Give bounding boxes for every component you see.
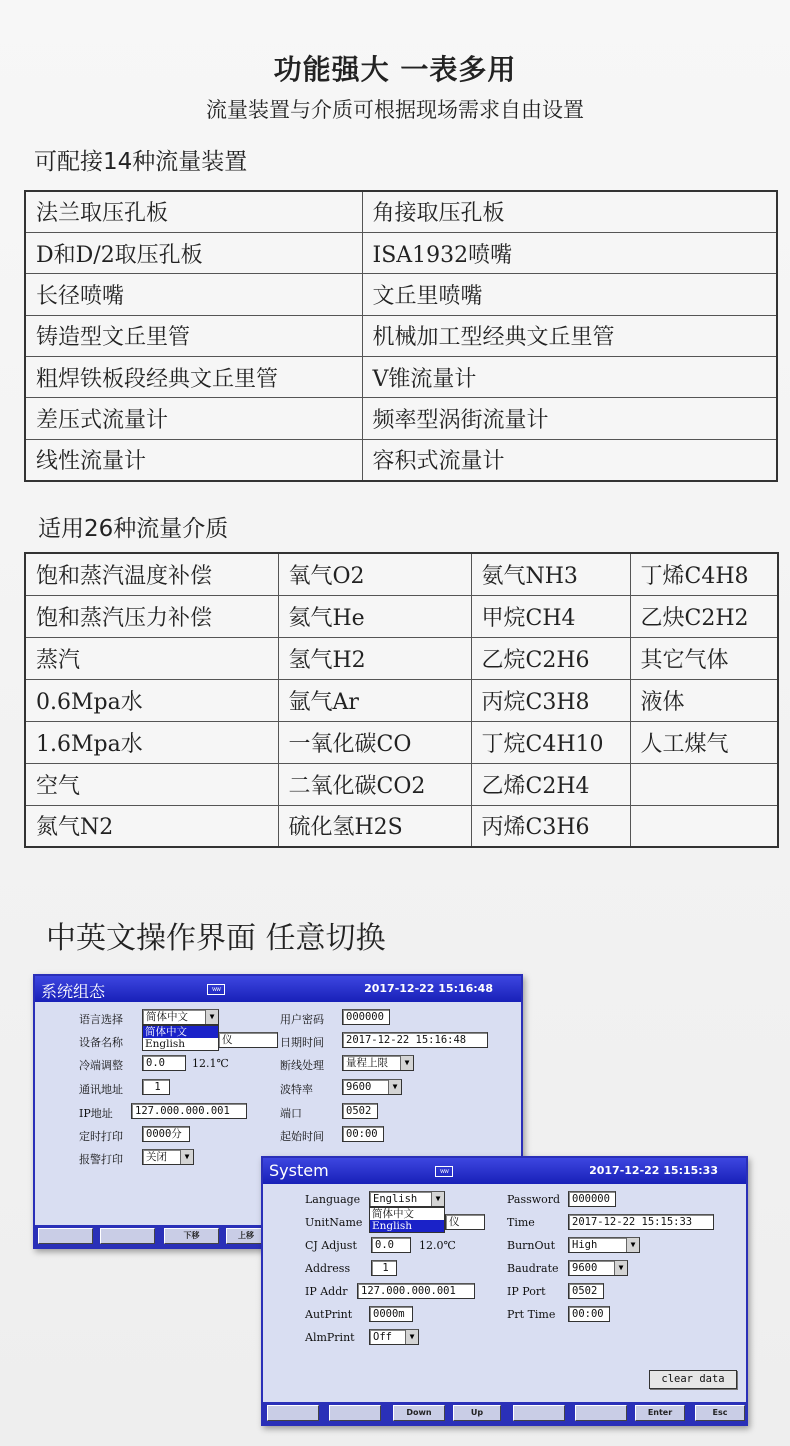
fkey-1[interactable]	[38, 1228, 93, 1244]
dropdown-arrow-icon[interactable]: ▼	[431, 1192, 444, 1206]
fkey-6[interactable]	[575, 1405, 627, 1421]
datetime-input[interactable]: 2017-12-22 15:16:48	[342, 1032, 488, 1048]
cj-adjust-label: CJ Adjust	[305, 1239, 357, 1252]
timed-print-input[interactable]: 0000分	[142, 1126, 190, 1142]
burnout-select[interactable]	[568, 1237, 640, 1253]
fkey-enter[interactable]: Enter	[635, 1405, 685, 1421]
table-cell: 差压式流量计	[25, 398, 362, 439]
start-time-input[interactable]: 00:00	[342, 1126, 384, 1142]
dropdown-arrow-icon[interactable]: ▼	[626, 1238, 639, 1252]
fkey-2[interactable]	[329, 1405, 381, 1421]
table-row	[25, 805, 778, 847]
table-cell: 长径喷嘴	[25, 274, 362, 315]
unit-name-field[interactable]	[445, 1214, 485, 1230]
screen-datetime: 2017-12-22 15:15:33	[589, 1164, 718, 1177]
page-subtitle: 流量装置与介质可根据现场需求自由设置	[206, 98, 584, 122]
fkey-down[interactable]: Down	[393, 1405, 445, 1421]
cold-junction-input[interactable]: 0.0	[142, 1055, 186, 1071]
table-cell: 丁烯C4H8	[630, 553, 778, 595]
table-cell: 氧气O2	[278, 553, 471, 595]
language-label: Language	[305, 1193, 361, 1206]
table-cell: 氨气NH3	[471, 553, 630, 595]
devices-table	[24, 190, 778, 482]
language-option-english[interactable]: English	[145, 1038, 186, 1050]
table-cell: 硫化氢H2S	[278, 805, 471, 847]
language-option-chinese[interactable]: 简体中文	[143, 1026, 218, 1038]
screen-title: 系统组态	[41, 982, 106, 1001]
table-row	[25, 274, 777, 315]
language-value: 简体中文	[146, 1011, 188, 1023]
dropdown-arrow-icon[interactable]: ▼	[405, 1330, 418, 1344]
unit-name-value: 仪	[449, 1216, 460, 1228]
devices-heading: 可配接14种流量装置	[34, 149, 248, 175]
dropdown-arrow-icon[interactable]: ▼	[614, 1261, 627, 1275]
table-row	[25, 763, 778, 805]
menu-chip-icon: ww	[435, 1166, 453, 1177]
table-cell: 氮气N2	[25, 805, 278, 847]
table-cell	[630, 763, 778, 805]
table-cell: 线性流量计	[25, 439, 362, 480]
burnout-select[interactable]	[342, 1055, 414, 1071]
table-cell: 饱和蒸汽温度补偿	[25, 553, 278, 595]
table-cell: 1.6Mpa水	[25, 721, 278, 763]
ip-port-input[interactable]: 0502	[568, 1283, 604, 1299]
port-label: 端口	[280, 1107, 302, 1120]
table-cell: 乙烯C2H4	[471, 763, 630, 805]
alm-print-value: Off	[373, 1331, 392, 1343]
fkey-esc[interactable]: Esc	[695, 1405, 745, 1421]
fkey-2[interactable]	[100, 1228, 155, 1244]
cold-junction-label: 冷端调整	[79, 1059, 123, 1072]
screen-titlebar	[35, 976, 521, 1002]
cold-junction-reading: 12.1℃	[192, 1057, 229, 1070]
timed-print-label: 定时打印	[79, 1130, 123, 1143]
aut-print-input[interactable]: 0000m	[369, 1306, 413, 1322]
table-cell: 空气	[25, 763, 278, 805]
password-input[interactable]: 000000	[342, 1009, 390, 1025]
fkey-down[interactable]: 下移	[164, 1228, 219, 1244]
language-select[interactable]	[369, 1191, 445, 1207]
alarm-print-value: 关闭	[146, 1151, 167, 1163]
screen-english	[261, 1156, 748, 1426]
fkey-5[interactable]	[513, 1405, 565, 1421]
table-row	[25, 357, 777, 398]
device-name-label: 设备名称	[79, 1036, 123, 1049]
time-input[interactable]: 2017-12-22 15:15:33	[568, 1214, 714, 1230]
dropdown-arrow-icon[interactable]: ▼	[180, 1150, 193, 1164]
ui-heading: 中英文操作界面 任意切换	[46, 921, 386, 956]
screen-titlebar	[263, 1158, 746, 1184]
table-cell: 饱和蒸汽压力补偿	[25, 595, 278, 637]
port-input[interactable]: 0502	[342, 1103, 378, 1119]
ip-address-label: IP地址	[79, 1107, 113, 1120]
aut-print-label: AutPrint	[305, 1308, 353, 1321]
address-label: Address	[305, 1262, 351, 1275]
table-cell: 乙烷C2H6	[471, 637, 630, 679]
table-cell: 容积式流量计	[362, 439, 777, 480]
table-row	[25, 553, 778, 595]
comm-address-label: 通讯地址	[79, 1083, 123, 1096]
table-cell: 人工煤气	[630, 721, 778, 763]
datetime-label: 日期时间	[280, 1036, 324, 1049]
alarm-print-select[interactable]	[142, 1149, 194, 1165]
burnout-label: 断线处理	[280, 1059, 324, 1072]
baudrate-value: 9600	[572, 1262, 598, 1274]
ip-address-input[interactable]: 127.000.000.001	[131, 1103, 247, 1119]
language-value: English	[373, 1193, 418, 1205]
table-row	[25, 398, 777, 439]
table-row	[25, 315, 777, 356]
start-time-label: 起始时间	[280, 1130, 324, 1143]
burnout-value: 量程上限	[346, 1057, 388, 1069]
password-label: 用户密码	[280, 1013, 324, 1026]
dropdown-arrow-icon[interactable]: ▼	[205, 1010, 218, 1024]
cj-reading: 12.0℃	[419, 1239, 456, 1252]
table-row	[25, 637, 778, 679]
baudrate-value: 9600	[346, 1081, 372, 1093]
table-cell: 氩气Ar	[278, 679, 471, 721]
fkey-1[interactable]	[267, 1405, 319, 1421]
table-cell: 角接取压孔板	[362, 191, 777, 232]
comm-address-input[interactable]: 1	[142, 1079, 170, 1095]
dropdown-arrow-icon[interactable]: ▼	[400, 1056, 413, 1070]
fkey-up[interactable]: 上移	[226, 1228, 266, 1244]
table-cell: 氦气He	[278, 595, 471, 637]
dropdown-arrow-icon[interactable]: ▼	[388, 1080, 401, 1094]
table-cell: 0.6Mpa水	[25, 679, 278, 721]
table-cell: 乙炔C2H2	[630, 595, 778, 637]
function-key-bar	[263, 1402, 746, 1424]
baudrate-label: Baudrate	[507, 1262, 559, 1275]
media-heading: 适用26种流量介质	[38, 516, 229, 542]
address-input[interactable]: 1	[371, 1260, 397, 1276]
alarm-print-label: 报警打印	[79, 1153, 123, 1166]
cj-adjust-input[interactable]: 0.0	[371, 1237, 411, 1253]
time-label: Time	[507, 1216, 535, 1229]
table-cell: ISA1932喷嘴	[362, 232, 777, 273]
table-cell: 机械加工型经典文丘里管	[362, 315, 777, 356]
language-option-english[interactable]: English	[370, 1220, 444, 1232]
menu-chip-icon: ww	[207, 984, 225, 995]
device-name-field[interactable]	[218, 1032, 278, 1048]
screen-datetime: 2017-12-22 15:16:48	[364, 982, 493, 995]
password-input[interactable]: 000000	[568, 1191, 616, 1207]
table-row	[25, 439, 777, 480]
language-select[interactable]	[142, 1009, 219, 1025]
language-dropdown[interactable]	[142, 1025, 219, 1051]
baudrate-label: 波特率	[280, 1083, 313, 1096]
language-label: 语言选择	[79, 1013, 123, 1026]
device-name-value: 仪	[222, 1034, 233, 1046]
table-cell	[630, 805, 778, 847]
baudrate-select[interactable]	[342, 1079, 402, 1095]
table-cell: 液体	[630, 679, 778, 721]
table-row	[25, 721, 778, 763]
ip-addr-input[interactable]: 127.000.000.001	[357, 1283, 475, 1299]
table-cell: V锥流量计	[362, 357, 777, 398]
table-cell: 铸造型文丘里管	[25, 315, 362, 356]
table-cell: 法兰取压孔板	[25, 191, 362, 232]
baudrate-select[interactable]	[568, 1260, 628, 1276]
clear-data-button[interactable]: clear data	[649, 1370, 737, 1389]
table-cell: 二氧化碳CO2	[278, 763, 471, 805]
table-cell: 文丘里喷嘴	[362, 274, 777, 315]
password-label: Password	[507, 1193, 561, 1206]
screen-title: System	[269, 1161, 329, 1180]
table-cell: 其它气体	[630, 637, 778, 679]
table-row	[25, 191, 777, 232]
table-cell: D和D/2取压孔板	[25, 232, 362, 273]
table-row	[25, 232, 777, 273]
burnout-label: BurnOut	[507, 1239, 556, 1252]
page-title: 功能强大 一表多用	[273, 53, 517, 86]
table-cell: 丁烷C4H10	[471, 721, 630, 763]
prt-time-label: Prt Time	[507, 1308, 556, 1321]
table-cell: 甲烷CH4	[471, 595, 630, 637]
alm-print-label: AlmPrint	[305, 1331, 355, 1344]
table-cell: 丙烯C3H6	[471, 805, 630, 847]
media-table	[24, 552, 779, 848]
language-dropdown[interactable]	[369, 1207, 445, 1233]
prt-time-input[interactable]: 00:00	[568, 1306, 610, 1322]
alm-print-select[interactable]	[369, 1329, 419, 1345]
table-cell: 蒸汽	[25, 637, 278, 679]
unit-name-label: UnitName	[305, 1216, 363, 1229]
table-cell: 一氧化碳CO	[278, 721, 471, 763]
table-cell: 粗焊铁板段经典文丘里管	[25, 357, 362, 398]
table-row	[25, 679, 778, 721]
burnout-value: High	[572, 1239, 598, 1251]
ip-addr-label: IP Addr	[305, 1285, 348, 1298]
table-cell: 氢气H2	[278, 637, 471, 679]
table-row	[25, 595, 778, 637]
ip-port-label: IP Port	[507, 1285, 546, 1298]
fkey-up[interactable]: Up	[453, 1405, 501, 1421]
language-option-chinese[interactable]: 简体中文	[372, 1208, 414, 1220]
table-cell: 丙烷C3H8	[471, 679, 630, 721]
table-cell: 频率型涡街流量计	[362, 398, 777, 439]
